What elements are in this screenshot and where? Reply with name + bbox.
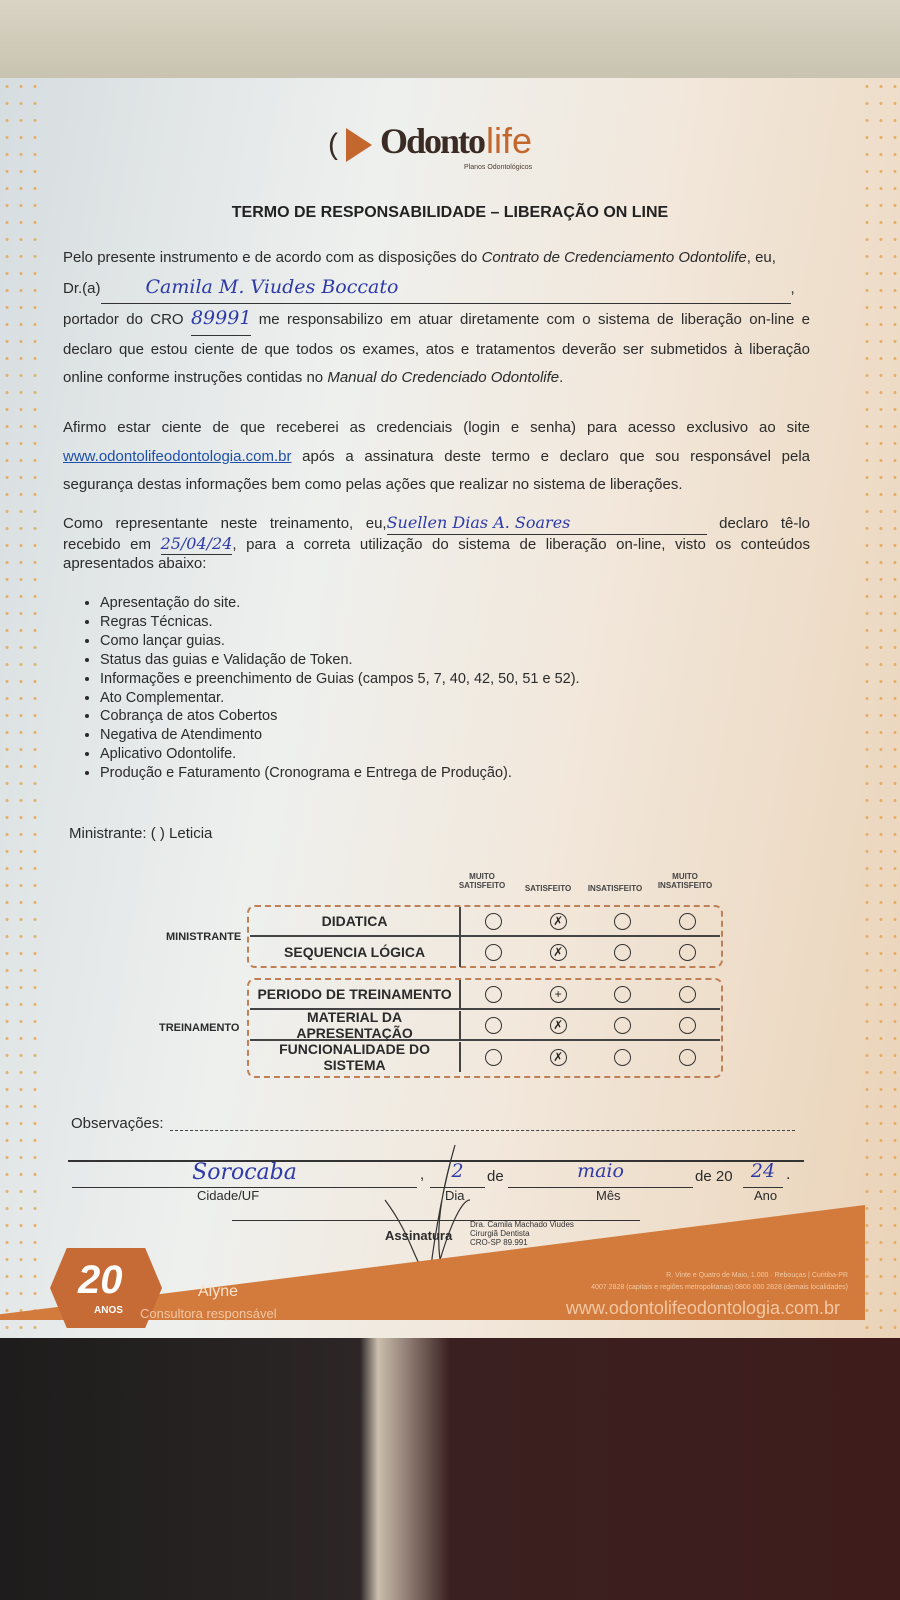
- survey-row: SEQUENCIA LÓGICA ✗: [250, 937, 720, 967]
- survey-row: DIDATICA ✗: [250, 907, 720, 937]
- observations-line: [170, 1130, 795, 1131]
- section-label: TREINAMENTO: [159, 1022, 240, 1034]
- radio-option[interactable]: [614, 986, 631, 1003]
- footer-site: www.odontolifeodontologia.com.br: [565, 1298, 840, 1318]
- survey-row: FUNCIONALIDADE DO SISTEMA ✗: [250, 1042, 720, 1072]
- odontolife-logo: ( Odonto life Planos Odontológicos: [328, 120, 533, 171]
- radio-option[interactable]: [485, 913, 502, 930]
- column-header: INSATISFEITO: [587, 884, 643, 893]
- day-field: 2: [430, 1160, 485, 1188]
- column-header: SATISFEITO: [524, 884, 572, 893]
- list-item: • Produção e Faturamento (Cronograma e Entrega de Produção).: [100, 764, 580, 783]
- radio-option[interactable]: [614, 1049, 631, 1066]
- radio-option-selected[interactable]: ✗: [550, 1049, 567, 1066]
- list-item: • Aplicativo Odontolife.: [100, 745, 580, 764]
- column-header: MUITO INSATISFEITO: [657, 872, 713, 890]
- survey-row: PERIODO DE TREINAMENTO +: [250, 980, 720, 1010]
- survey-row: MATERIAL DA APRESENTAÇÃO ✗: [250, 1011, 720, 1041]
- radio-option[interactable]: [679, 1017, 696, 1034]
- dentist-name-handwritten: Camila M. Viudes Boccato: [145, 275, 399, 298]
- city-field: Sorocaba: [72, 1160, 417, 1188]
- list-item: • Regras Técnicas.: [100, 613, 580, 632]
- ministrante-label: Ministrante: ( ) Leticia: [69, 825, 213, 842]
- training-date-handwritten: 25/04/24: [160, 533, 233, 553]
- year-field: 24: [743, 1160, 783, 1188]
- list-item: • Apresentação do site.: [100, 594, 580, 613]
- radio-option[interactable]: [679, 1049, 696, 1066]
- list-item: • Cobrança de atos Cobertos: [100, 707, 580, 726]
- radio-option[interactable]: [485, 1049, 502, 1066]
- radio-option-selected[interactable]: ✗: [550, 913, 567, 930]
- list-item: • Informações e preenchimento de Guias (campos 5, 7, 40, 42, 50, 51 e 52).: [100, 670, 580, 689]
- consultant-name: Alyne: [198, 1283, 239, 1300]
- observations-label: Observações:: [71, 1115, 164, 1132]
- representative-handwritten: Suellen Dias A. Soares: [386, 513, 571, 532]
- radio-option[interactable]: [679, 913, 696, 930]
- list-item: • Ato Complementar.: [100, 689, 580, 708]
- month-field: maio: [508, 1160, 693, 1188]
- radio-option[interactable]: [485, 1017, 502, 1034]
- radio-option[interactable]: [485, 986, 502, 1003]
- site-link[interactable]: www.odontolifeodontologia.com.br: [63, 447, 292, 465]
- stamp: Dra. Camila Machado Viudes Cirurgiã Dentista CRO-SP 89.991: [470, 1220, 574, 1247]
- radio-option[interactable]: [679, 944, 696, 961]
- decorative-dots-right: [860, 78, 900, 1338]
- radio-option[interactable]: [614, 944, 631, 961]
- column-header: MUITO SATISFEITO: [458, 872, 506, 890]
- radio-option-selected[interactable]: ✗: [550, 1017, 567, 1034]
- decorative-dots-left: [0, 78, 40, 1338]
- list-item: • Status das guias e Validação de Token.: [100, 651, 580, 670]
- topics-list: [100, 594, 580, 783]
- radio-option-selected[interactable]: +: [550, 986, 567, 1003]
- list-item: • Negativa de Atendimento: [100, 726, 580, 745]
- list-item: • Como lançar guias.: [100, 632, 580, 651]
- document-title: TERMO DE RESPONSABILIDADE – LIBERAÇÃO ON LINE: [231, 204, 669, 221]
- cro-handwritten: 89991: [190, 307, 252, 329]
- section-label: MINISTRANTE: [166, 931, 242, 943]
- background-bottom: [0, 1338, 900, 1600]
- radio-option[interactable]: [485, 944, 502, 961]
- radio-option[interactable]: [679, 986, 696, 1003]
- radio-option[interactable]: [614, 1017, 631, 1034]
- radio-option-selected[interactable]: ✗: [550, 944, 567, 961]
- logo-mark-icon: [346, 128, 372, 162]
- paragraph-credentials: Afirmo estar ciente de que receberei as credenciais (login e senha) para acesso exclusivo ao site www.odontolifeodontologia.com.br após a assinatura deste termo e declaro que sou responsável pela segurança destas informações bem como pelas ações que realizar no sistema de liberações.: [63, 419, 810, 493]
- paragraph-declaration: Pelo presente instrumento e de acordo com as disposições do Contrato de Credenciamento Odontolife, eu, Dr.(a) Camila M. Viudes Boccato , portador do CRO 89991 me responsabilizo em atuar diretamente com o sistema de liberação on-line e declaro que estou ciente de que todos os exames, atos e tratamentos deverão ser submetidos à liberação online conforme instruções contidas no Manual do Credenciado Odontolife.: [63, 249, 810, 386]
- background-top: [0, 0, 900, 82]
- paragraph-training: Como representante neste treinamento, eu,Suellen Dias A. Soares declaro tê-lo recebido em 25/04/24, para a correta utilização do sistema de liberação on-line, visto os conteúdos apresentados abaixo:: [63, 513, 811, 572]
- radio-option[interactable]: [614, 913, 631, 930]
